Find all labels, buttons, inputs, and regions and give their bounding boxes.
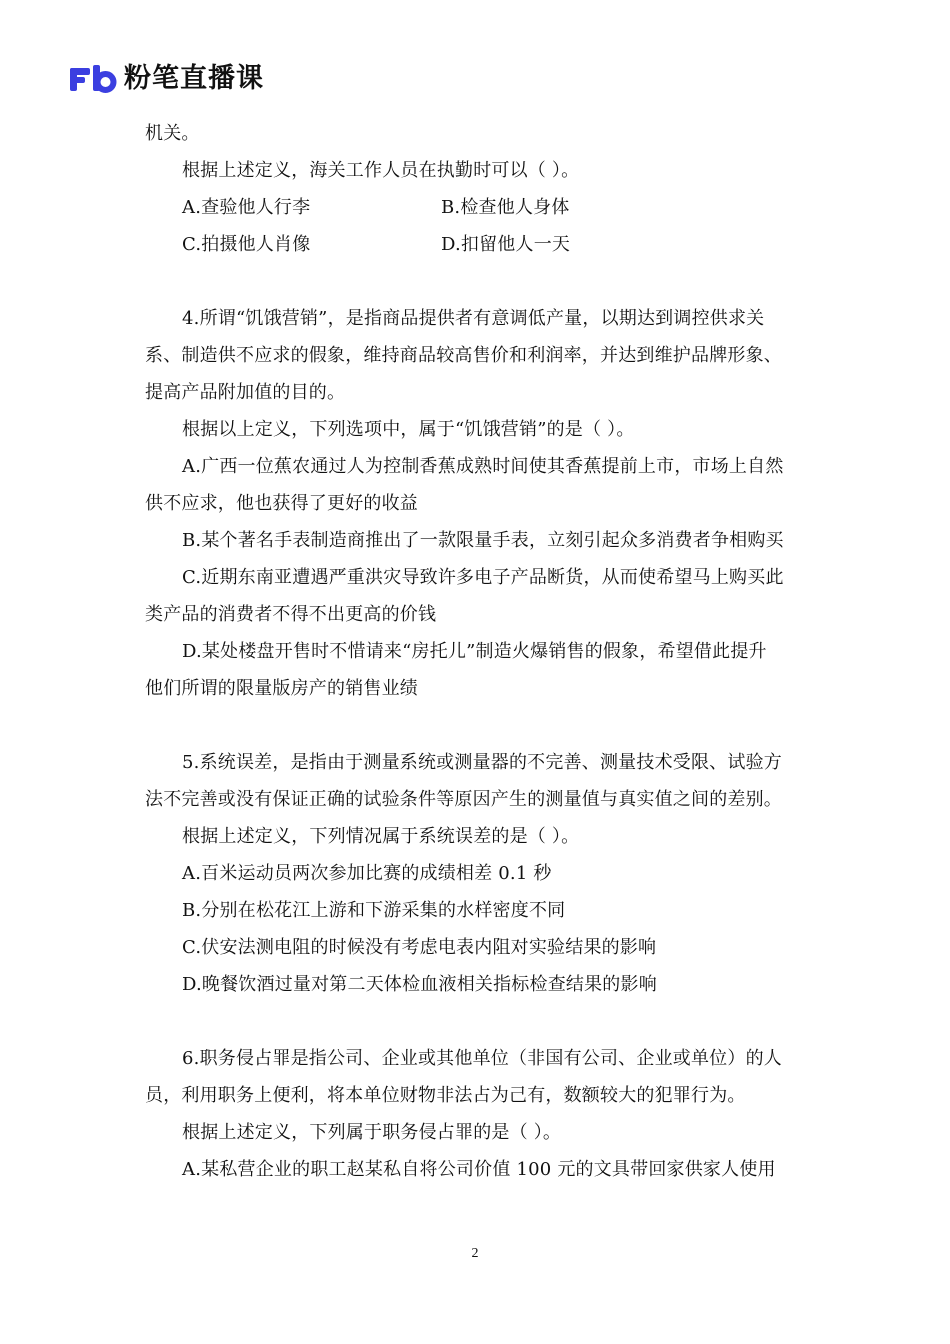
paragraph-gap [145,707,810,744]
option-row [145,226,810,263]
brand-logo [68,62,264,96]
text-line: 供不应求，他也获得了更好的收益 [145,493,418,514]
text-line: 提高产品附加值的目的。 [145,382,346,403]
text-line: A.某私营企业的职工赵某私自将公司价值 100 元的文具带回家供家人使用 [182,1159,776,1180]
text-line: 根据上述定义，海关工作人员在执勤时可以（ ）。 [182,160,580,181]
text-line: 类产品的消费者不得不出更高的价钱 [145,604,437,625]
option-left: C.拍摄他人肖像 [182,234,311,255]
option-right: D.扣留他人一天 [441,234,571,255]
brand-name: 粉笔直播课 [124,63,264,94]
text-line: C.近期东南亚遭遇严重洪灾导致许多电子产品断货，从而使希望马上购买此 [182,567,784,588]
option-row [145,189,810,226]
text-line: 根据上述定义，下列属于职务侵占罪的是（ ）。 [182,1122,562,1143]
text-line: 6.职务侵占罪是指公司、企业或其他单位（非国有公司、企业或单位）的人 [182,1048,782,1069]
text-line: 系、制造供不应求的假象，维持商品较高售价和利润率，并达到维护品牌形象、 [145,345,782,366]
text-line: D.某处楼盘开售时不惜请来“房托儿”制造火爆销售的假象，希望借此提升 [182,641,767,662]
option-left: A.查验他人行李 [182,197,311,218]
fenbi-logo-icon [68,63,118,95]
text-line: B.某个著名手表制造商推出了一款限量手表，立刻引起众多消费者争相购买 [182,530,784,551]
option-right: B.检查他人身体 [441,197,570,218]
text-line: 5.系统误差，是指由于测量系统或测量器的不完善、测量技术受限、试验方 [182,752,782,773]
page-number: 2 [471,1246,479,1261]
text-line: 机关。 [145,123,200,144]
text-line: 他们所谓的限量版房产的销售业绩 [145,678,418,699]
text-line: C.伏安法测电阻的时候没有考虑电表内阻对实验结果的影响 [182,937,657,958]
text-line: 法不完善或没有保证正确的试验条件等原因产生的测量值与真实值之间的差别。 [145,789,782,810]
text-line: 根据以上定义，下列选项中，属于“饥饿营销”的是（ ）。 [182,419,635,440]
text-line: B.分别在松花江上游和下游采集的水样密度不同 [182,900,566,921]
text-line: A.百米运动员两次参加比赛的成绩相差 0.1 秒 [182,863,552,884]
text-line: 员，利用职务上便利，将本单位财物非法占为己有，数额较大的犯罪行为。 [145,1085,746,1106]
paragraph-gap [145,263,810,300]
text-line: 根据上述定义，下列情况属于系统误差的是（ ）。 [182,826,580,847]
text-line: 4.所谓“饥饿营销”，是指商品提供者有意调低产量，以期达到调控供求关 [182,308,765,329]
text-line: D.晚餐饮酒过量对第二天体检血液相关指标检查结果的影响 [182,974,657,995]
text-line: A.广西一位蕉农通过人为控制香蕉成熟时间使其香蕉提前上市，市场上自然 [182,456,784,477]
document-body [145,115,810,1188]
paragraph-gap [145,1003,810,1040]
